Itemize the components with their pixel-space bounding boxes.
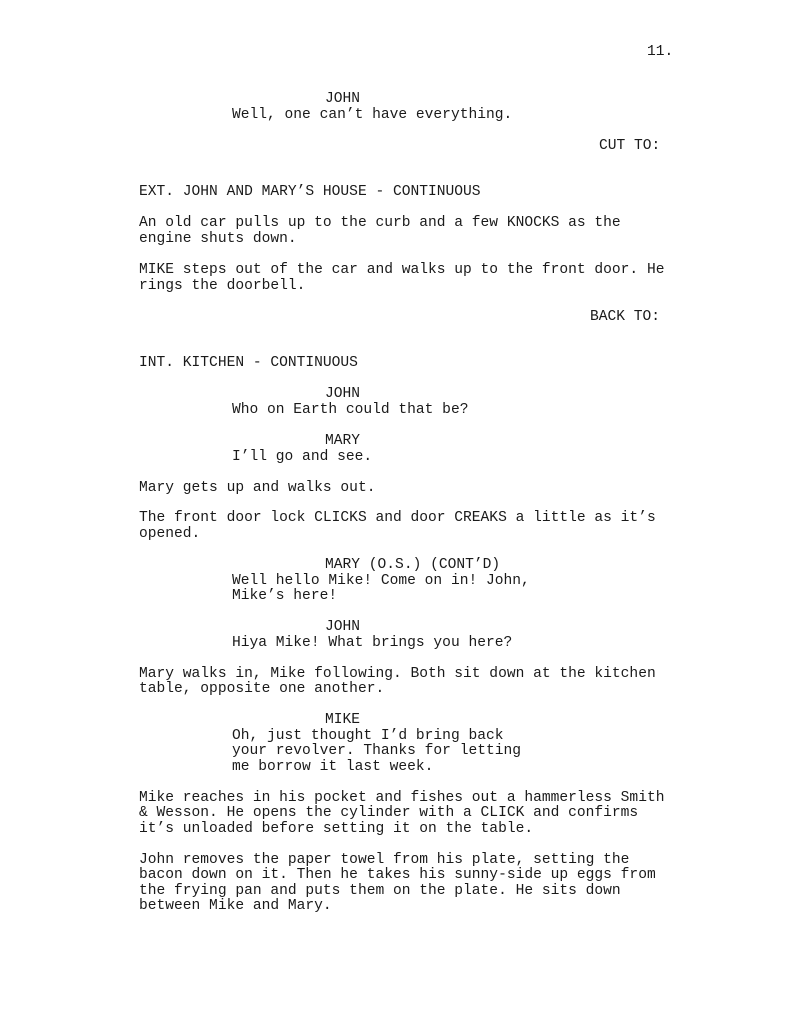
dialogue-line: me borrow it last week.	[232, 759, 434, 775]
action-line: opened.	[139, 526, 201, 542]
action-line: the frying pan and puts them on the plate. He sits down	[139, 883, 621, 899]
action-line: rings the doorbell.	[139, 278, 306, 294]
character-name: JOHN	[325, 619, 361, 635]
action-line: Mary walks in, Mike following. Both sit down at the kitchen	[139, 666, 656, 682]
dialogue-line: Oh, just thought I’d bring back	[232, 728, 504, 744]
dialogue-line: Well, one can’t have everything.	[232, 107, 513, 123]
dialogue-line: Mike’s here!	[232, 588, 338, 604]
action-line: & Wesson. He opens the cylinder with a CLICK and confirms	[139, 805, 639, 821]
dialogue-line: Hiya Mike! What brings you here?	[232, 635, 513, 651]
action-line: Mary gets up and walks out.	[139, 480, 376, 496]
action-line: it’s unloaded before setting it on the table.	[139, 821, 534, 837]
dialogue-line: Who on Earth could that be?	[232, 402, 469, 418]
page-number: 11.	[647, 44, 674, 60]
scene-heading: EXT. JOHN AND MARY’S HOUSE - CONTINUOUS	[139, 184, 481, 200]
action-line: between Mike and Mary.	[139, 898, 332, 914]
character-name: MIKE	[325, 712, 361, 728]
character-name: MARY (O.S.) (CONT’D)	[325, 557, 501, 573]
dialogue-line: your revolver. Thanks for letting	[232, 743, 522, 759]
transition: BACK TO:	[590, 309, 661, 325]
action-line: The front door lock CLICKS and door CREAKS a little as it’s	[139, 510, 656, 526]
character-name: JOHN	[325, 386, 361, 402]
dialogue-line: I’ll go and see.	[232, 449, 373, 465]
action-line: bacon down on it. Then he takes his sunny-side up eggs from	[139, 867, 656, 883]
action-line: John removes the paper towel from his plate, setting the	[139, 852, 630, 868]
scene-heading: INT. KITCHEN - CONTINUOUS	[139, 355, 358, 371]
transition: CUT TO:	[599, 138, 661, 154]
action-line: Mike reaches in his pocket and fishes out a hammerless Smith	[139, 790, 665, 806]
character-name: MARY	[325, 433, 361, 449]
action-line: table, opposite one another.	[139, 681, 385, 697]
action-line: engine shuts down.	[139, 231, 297, 247]
character-name: JOHN	[325, 91, 361, 107]
dialogue-line: Well hello Mike! Come on in! John,	[232, 573, 530, 589]
action-line: An old car pulls up to the curb and a few KNOCKS as the	[139, 215, 621, 231]
action-line: MIKE steps out of the car and walks up to the front door. He	[139, 262, 665, 278]
